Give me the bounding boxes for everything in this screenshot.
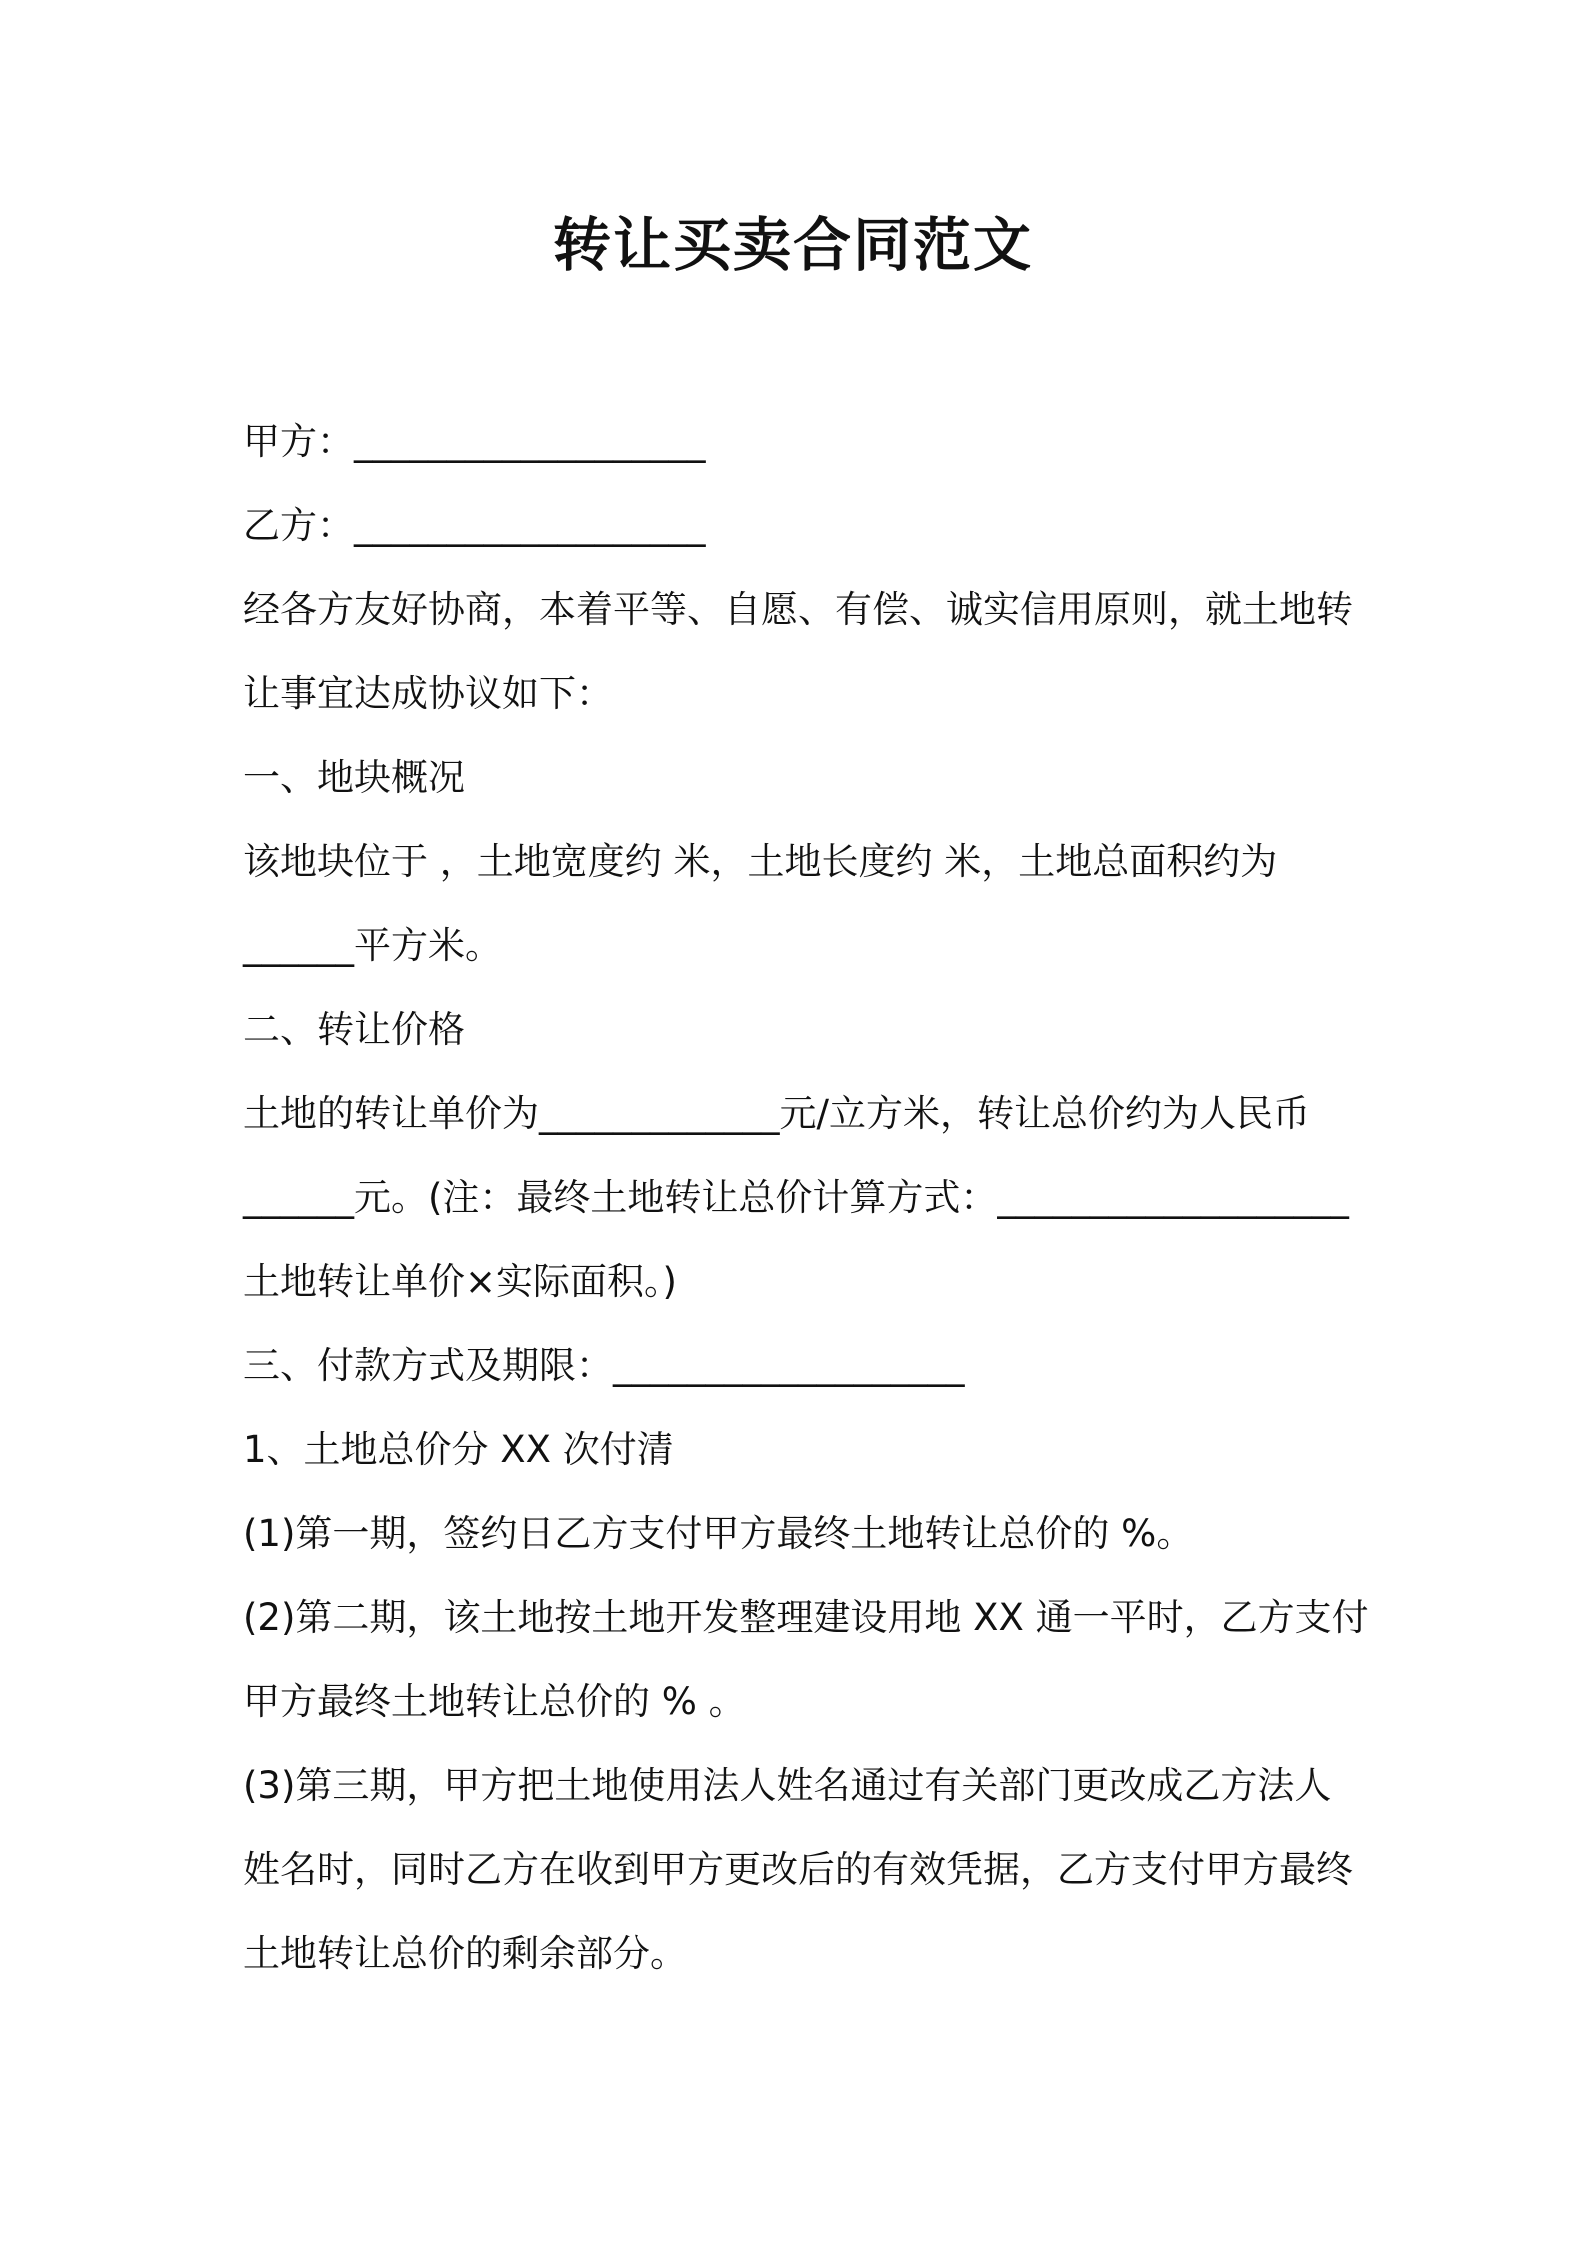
section-heading-payment: 三、付款方式及期限：___________________ [243, 1344, 965, 1387]
payment-phase-3-line-1: (3)第三期，甲方把土地使用法人姓名通过有关部门更改成乙方法人 [243, 1764, 1332, 1807]
transfer-price-line-1: 土地的转让单价为_____________元/立方米，转让总价约为人民币 [243, 1092, 1310, 1135]
section-heading-transfer-price: 二、转让价格 [243, 1008, 465, 1051]
land-overview-line-1: 该地块位于 ，土地宽度约 米，土地长度约 米，土地总面积约为 [243, 840, 1278, 883]
document-title: 转让买卖合同范文 [552, 211, 1033, 279]
section-heading-land-overview: 一、地块概况 [243, 756, 465, 799]
land-overview-line-2: ______平方米。 [243, 924, 502, 967]
transfer-price-line-2: ______元。(注：最终土地转让总价计算方式：___________________ [243, 1176, 1349, 1219]
party-a-line: 甲方：___________________ [243, 420, 706, 463]
preamble-line-2: 让事宜达成协议如下： [243, 672, 613, 715]
party-b-line: 乙方：___________________ [243, 504, 706, 547]
document-body [243, 400, 1369, 1996]
payment-phase-3-line-3: 土地转让总价的剩余部分。 [243, 1932, 687, 1975]
payment-phase-2-line-2: 甲方最终土地转让总价的 % 。 [243, 1680, 746, 1723]
payment-installments-line: 1、土地总价分 XX 次付清 [243, 1428, 674, 1471]
preamble-line-1: 经各方友好协商，本着平等、自愿、有偿、诚实信用原则，就土地转 [243, 588, 1353, 631]
payment-phase-1-line: (1)第一期，签约日乙方支付甲方最终土地转让总价的 %。 [243, 1512, 1194, 1555]
transfer-price-line-3: 土地转让单价×实际面积。) [243, 1260, 677, 1303]
payment-phase-3-line-2: 姓名时，同时乙方在收到甲方更改后的有效凭据，乙方支付甲方最终 [243, 1848, 1353, 1891]
payment-phase-2-line-1: (2)第二期，该土地按土地开发整理建设用地 XX 通一平时，乙方支付 [243, 1596, 1369, 1639]
